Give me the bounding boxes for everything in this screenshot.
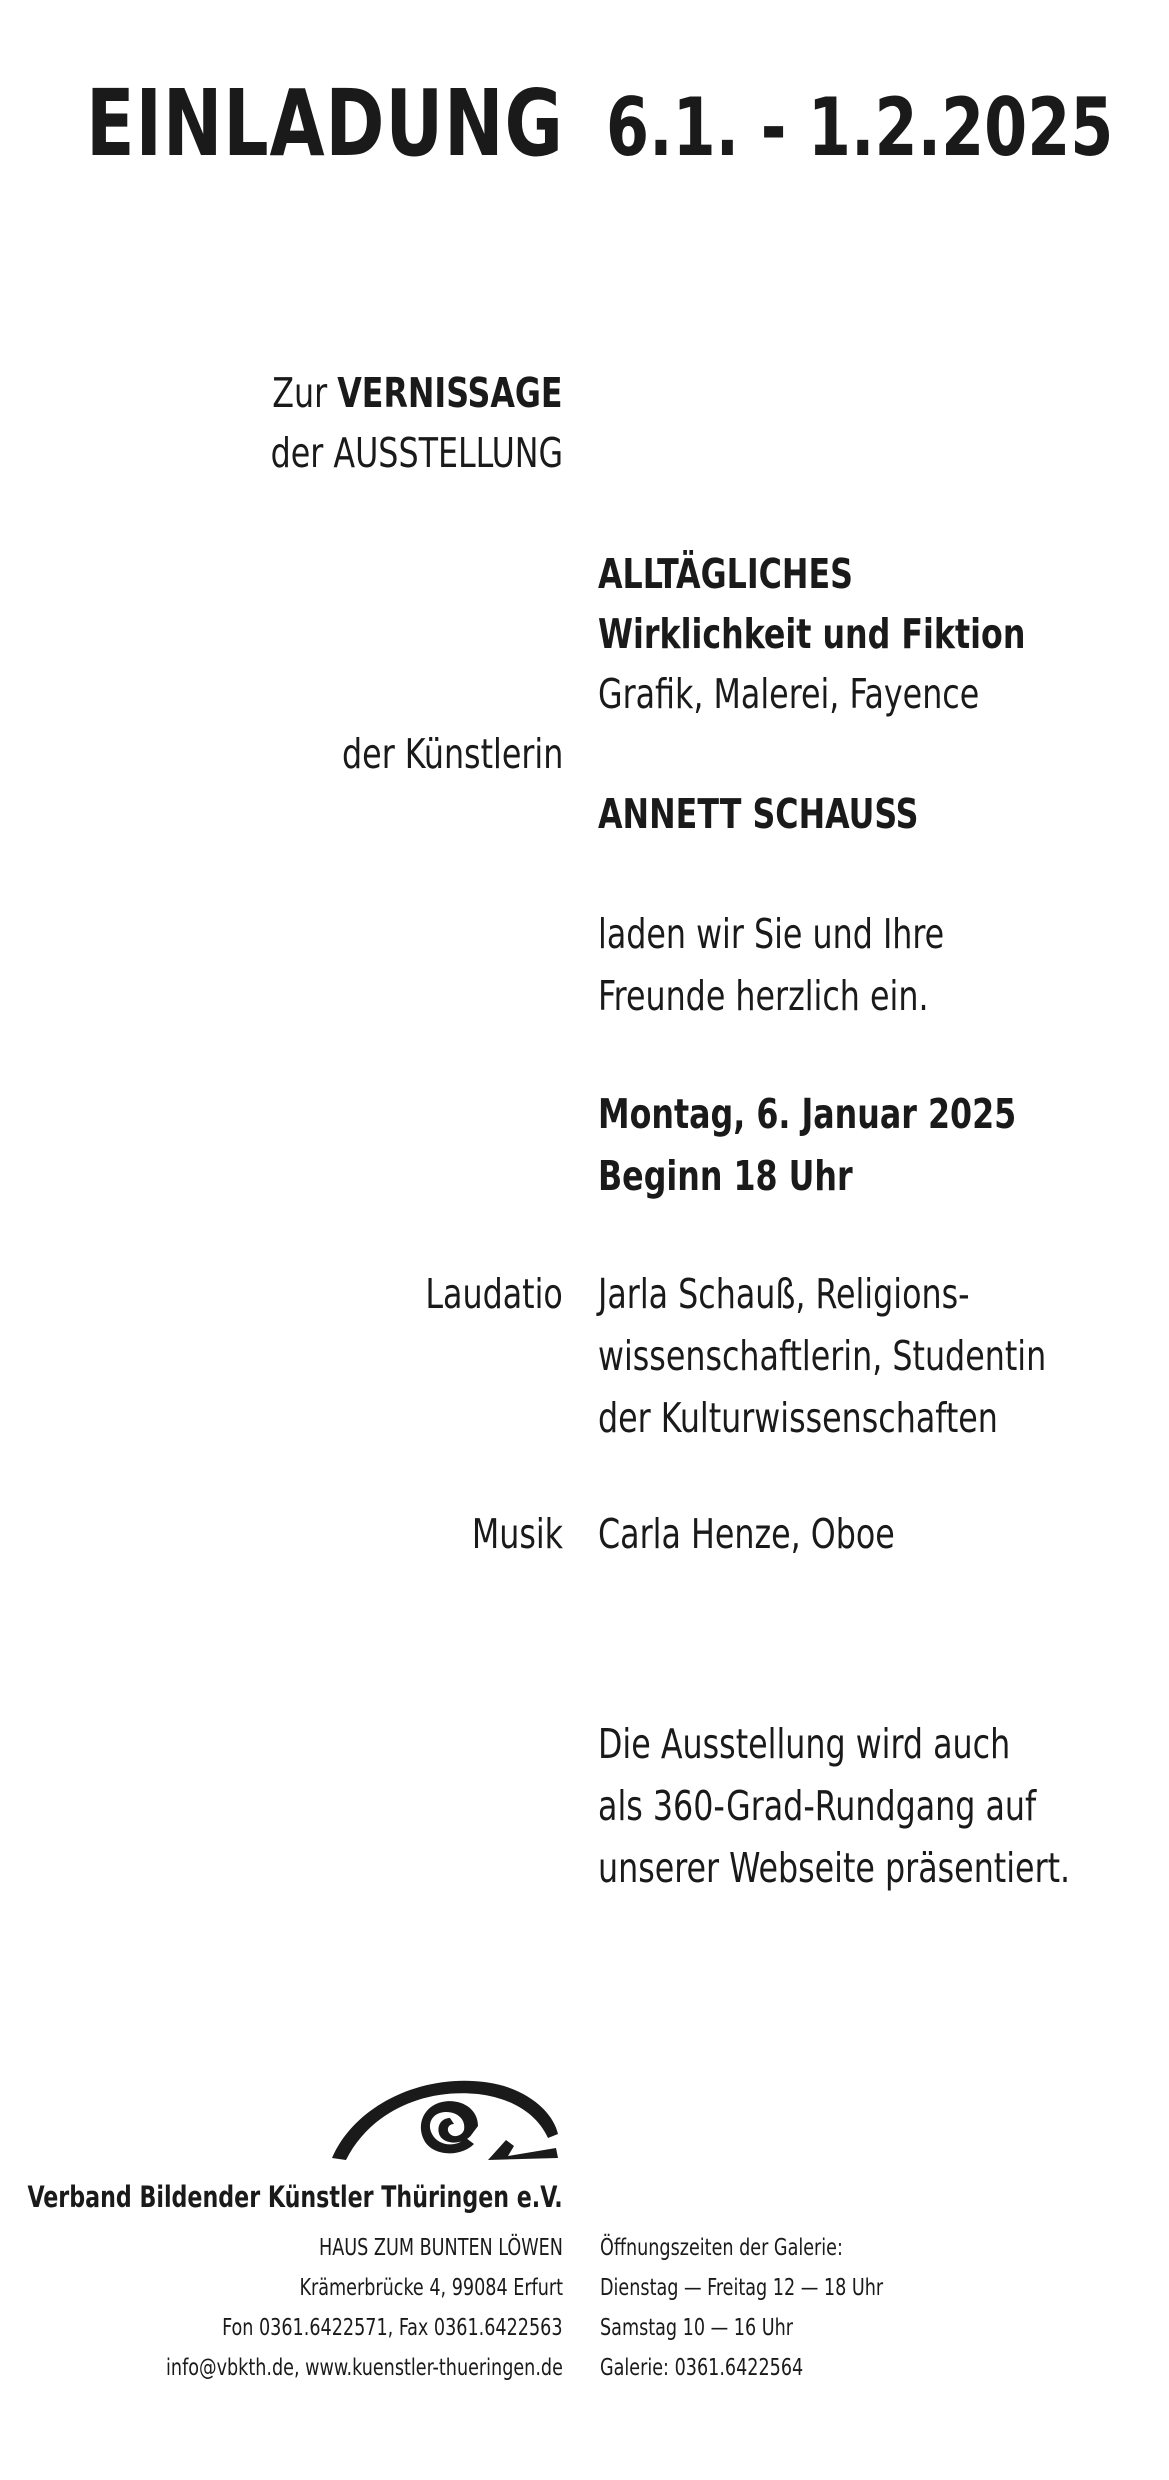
exhibition-subtitle: Wirklichkeit und Fiktion [598, 610, 1026, 658]
phone-fax: Fon 0361.6422571, Fax 0361.6422563 [222, 2315, 563, 2341]
event-date: Montag, 6. Januar 2025 [598, 1090, 1017, 1138]
opening-hours [600, 2228, 933, 2388]
intro-ausstellung: der AUSSTELLUNG [270, 429, 563, 477]
organization-name: Verband Bildender Künstler Thüringen e.V. [27, 2180, 563, 2214]
laudatio-label: Laudatio [425, 1270, 563, 1318]
eye-logo-icon [328, 2068, 560, 2164]
header [86, 70, 1114, 177]
email-web: info@vbkth.de, www.kuenstler-thueringen.de [166, 2355, 563, 2381]
exhibition-dates: 6.1. - 1.2.2025 [606, 81, 1114, 174]
address: Krämerbrücke 4, 99084 Erfurt [299, 2275, 563, 2301]
artist-name: ANNETT SCHAUSS [598, 790, 919, 838]
musik-label: Musik [471, 1510, 563, 1558]
house-name: HAUS ZUM BUNTEN LÖWEN [319, 2235, 563, 2261]
hours-weekdays: Dienstag — Freitag 12 — 18 Uhr [600, 2275, 884, 2301]
hours-title: Öffnungszeiten der Galerie: [600, 2235, 843, 2261]
intro-vernissage-word: VERNISSAGE [337, 369, 563, 417]
event-datetime [598, 1083, 1084, 1207]
page-title: EINLADUNG [86, 70, 564, 177]
invitation-text: laden wir Sie und Ihre Freunde herzlich ein. [598, 910, 945, 1020]
event-start: Beginn 18 Uhr [598, 1152, 853, 1200]
musik-text: Carla Henze, Oboe [598, 1510, 895, 1558]
exhibition-title: ALLTÄGLICHES [598, 550, 853, 598]
artist-label: der Künstlerin [341, 730, 563, 778]
virtual-tour-note: Die Ausstellung wird auch als 360-Grad-Rundgang auf unserer Webseite präsentiert. [598, 1720, 1071, 1892]
contact-block [96, 2228, 563, 2388]
hours-saturday: Samstag 10 — 16 Uhr [600, 2315, 794, 2341]
laudatio-text: Jarla Schauß, Religions- wissenschaftlerin, Studentin der Kulturwissenschaften [598, 1270, 1047, 1442]
intro-vernissage [225, 362, 563, 424]
gallery-phone: Galerie: 0361.6422564 [600, 2355, 804, 2381]
intro-zur: Zur [272, 369, 328, 417]
exhibition-media: Grafik, Malerei, Fayence [598, 670, 980, 718]
